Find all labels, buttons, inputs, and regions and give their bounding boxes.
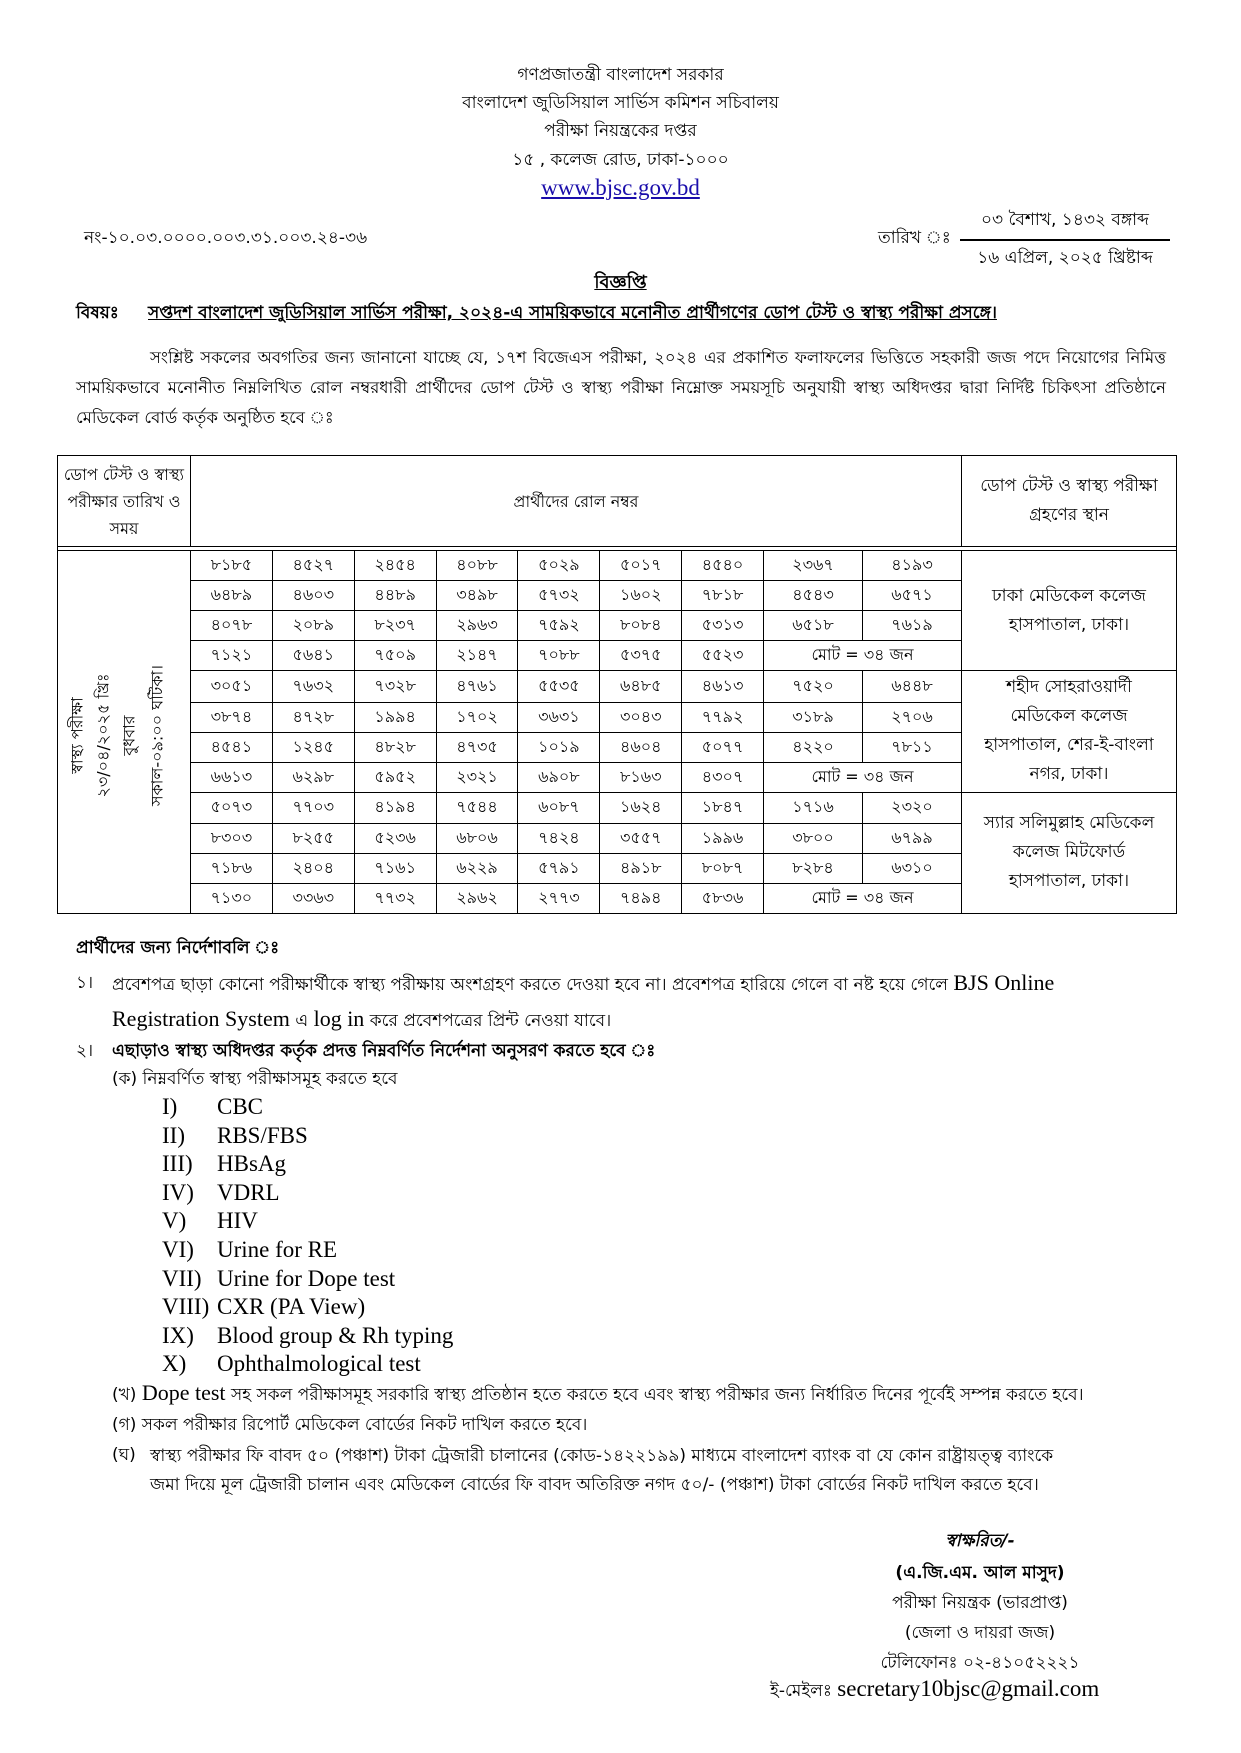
roll-number-cell: ৬৮০৬ [436,824,518,854]
roll-number-cell: ১২৪৫ [272,732,354,762]
roll-number-cell: ৭৮১১ [862,732,961,762]
roll-number-cell: ৪৭২৮ [272,702,354,732]
table-row [58,792,1177,824]
roll-number-cell: ৪৫৪৩ [763,581,862,611]
roll-number-cell: ৬৪৪৮ [862,671,961,703]
venue-cell: ঢাকা মেডিকেল কলেজ হাসপাতাল, ঢাকা। [962,551,1177,671]
header-roll-numbers: প্রার্থীদের রোল নম্বর [191,456,962,547]
roll-number-cell: ৭৭০৩ [272,792,354,824]
roll-number-cell: ২৩২০ [862,792,961,824]
website-link[interactable]: www.bjsc.gov.bd [541,175,700,200]
date-bangla: ০৩ বৈশাখ, ১৪৩২ বঙ্গাব্দ [960,207,1170,241]
health-tests-list [162,1093,453,1379]
commission-title: বাংলাদেশ জুডিসিয়াল সার্ভিস কমিশন সচিবালয় [462,93,779,113]
roll-number-cell: ৫২৩৬ [354,824,436,854]
signatory-phone: টেলিফোনঃ ০২-৪১০৫২২২১ [880,1653,1080,1673]
roll-number-cell: ৭৭৯২ [682,702,764,732]
exam-date-line: বুধবার [119,715,139,756]
roll-number-cell: ৭৩২৮ [354,671,436,703]
roll-number-cell: ৬২২৯ [436,854,518,884]
exam-date-line: ২৩/০৪/২০২৫ খ্রিঃ [93,673,113,798]
health-test-item [162,1293,453,1322]
health-test-name: CBC [217,1094,264,1119]
instruction-2-ka: (ক) নিম্নবর্ণিত স্বাস্থ্য পরীক্ষাসমূহ করতে হবে [112,1069,398,1089]
roll-number-cell: ৪৩০৭ [682,762,764,792]
signatory-rank: (জেলা ও দায়রা জজ) [904,1623,1056,1643]
health-test-item [162,1150,453,1179]
roll-number-cell: ৪৬০৩ [272,581,354,611]
roll-number-cell: ২৭৭৩ [518,884,600,914]
health-test-number: III) [162,1151,193,1177]
roll-number-cell: ৭১৩০ [191,884,273,914]
roll-number-cell: ৫৭৩২ [518,581,600,611]
memo-number: নং-১০.০৩.০০০০.০০৩.৩১.০০৩.২৪-৩৬ [84,228,368,248]
health-test-name: CXR (PA View) [217,1294,366,1320]
health-test-number: VII) [162,1265,202,1291]
group-total: মোট = ৩৪ জন [763,884,961,914]
roll-number-cell: ২১৪৭ [436,641,518,671]
roll-number-cell: ৬৪৮৫ [600,671,682,703]
roll-number-cell: ৩৪৯৮ [436,581,518,611]
office-title: পরীক্ষা নিয়ন্ত্রকের দপ্তর [544,121,697,141]
roll-number-cell: ৭৮১৮ [682,581,764,611]
venue-cell: শহীদ সোহরাওয়ার্দী মেডিকেল কলেজ হাসপাতাল, শের-ই-বাংলা নগর, ঢাকা। [962,671,1177,793]
roll-number-cell: ৪২২০ [763,732,862,762]
roll-number-cell: ১৯৯৬ [682,824,764,854]
roll-number-cell: ৮২৫৫ [272,824,354,854]
roll-number-cell: ২৪৫৪ [354,551,436,581]
roll-number-cell: ৪৬১৩ [682,671,764,703]
table-row [58,551,1177,581]
roll-number-cell: ৬৭৯৯ [862,824,961,854]
roll-number-cell: ৭১৮৬ [191,854,273,884]
health-test-item [162,1265,453,1294]
subject-text: সপ্তদশ বাংলাদেশ জুডিসিয়াল সার্ভিস পরীক্ষা, ২০২৪-এ সাময়িকভাবে মনোনীত প্রার্থীগণের ডোপ টেস্ট ও স্বাস্থ্য পরীক্ষা প্রসঙ্গে। [148,303,997,323]
roll-number-cell: ৭৭৩২ [354,884,436,914]
signatory-designation: পরীক্ষা নিয়ন্ত্রক (ভারপ্রাপ্ত) [892,1593,1068,1613]
roll-number-cell: ৪০৭৮ [191,611,273,641]
subject-line [76,300,997,328]
roll-number-cell: ৮১৮৫ [191,551,273,581]
notice-title: বিজ্ঞপ্তি [594,272,647,293]
signatory-email[interactable]: secretary10bjsc@gmail.com [837,1676,1100,1701]
instruction-2: এছাড়াও স্বাস্থ্য অধিদপ্তর কর্তৃক প্রদত্ত নিম্নবর্ণিত নির্দেশনা অনুসরণ করতে হবে ঃ [112,1041,656,1061]
signed-mark: স্বাক্ষরিত/- [945,1531,1015,1551]
roll-number-cell: ৭০৮৮ [518,641,600,671]
instruction-2-kha: (খ) Dope test সহ সকল পরীক্ষাসমূহ সরকারি স্বাস্থ্য প্রতিষ্ঠান হতে করতে হবে এবং স্বাস্থ্য পরীক্ষার জন্য নির্ধারিত দিনের পূর্বেই সম্পন্ন করতে হবে। [112,1380,1084,1405]
roll-number-cell: ৪৫৪১ [191,732,273,762]
health-test-item [162,1207,453,1236]
roll-number-cell: ৭৪৯৪ [600,884,682,914]
roll-number-cell: ৫০১৭ [600,551,682,581]
roll-number-cell: ৮২৮৪ [763,854,862,884]
roll-number-cell: ৮০৮৭ [682,854,764,884]
roll-number-cell: ৪১৯৩ [862,551,961,581]
roll-number-cell: ৭৬১৯ [862,611,961,641]
date-block [960,207,1170,273]
roll-number-cell: ৮০৮৪ [600,611,682,641]
roll-number-cell: ৪৫২৭ [272,551,354,581]
roll-number-cell: ১৯৯৪ [354,702,436,732]
roll-number-cell: ৭৪২৪ [518,824,600,854]
roll-number-cell: ৪৬০৪ [600,732,682,762]
roll-number-cell: ৩৮০০ [763,824,862,854]
schedule-table [57,455,1177,914]
roll-number-cell: ৩১৮৯ [763,702,862,732]
office-address: ১৫ , কলেজ রোড, ঢাকা-১০০০ [512,150,729,170]
health-test-name: Blood group & Rh typing [217,1322,454,1348]
roll-number-cell: ৮৩০৩ [191,824,273,854]
instruction-1: প্রবেশপত্র ছাড়া কোনো পরীক্ষার্থীকে স্বাস্থ্য পরীক্ষায় অংশগ্রহণ করতে দেওয়া হবে না। প্রবেশপত্র হারিয়ে গেলে বা নষ্ট হয়ে গেলে BJS Online Registration System এ log in করে প্রবেশপত্রের প্রিন্ট নেওয়া যাবে। [112,970,1055,1031]
exam-date-line: স্বাস্থ্য পরীক্ষা [67,697,87,774]
date-english: ১৬ এপ্রিল, ২০২৫ খ্রিষ্টাব্দ [977,248,1153,268]
health-test-name: VDRL [217,1179,280,1205]
roll-number-cell: ৫৬৪১ [272,641,354,671]
roll-number-cell: ২০৮৯ [272,611,354,641]
roll-number-cell: ৫৫৩৫ [518,671,600,703]
roll-number-cell: ৪৫৪০ [682,551,764,581]
health-test-number: IV) [162,1179,194,1205]
instruction-2-gha: স্বাস্থ্য পরীক্ষার ফি বাবদ ৫০ (পঞ্চাশ) টাকা ট্রেজারী চালানের (কোড-১৪২২১৯৯) মাধ্যমে বাংলাদেশ ব্যাংক বা যে কোন রাষ্ট্রায়ত্ত্ব ব্যাংকে জমা দিয়ে মূল ট্রেজারী চালান এবং মেডিকেল বোর্ডের ফি বাবদ অতিরিক্ত নগদ ৫০/- (পঞ্চাশ) টাকা বোর্ডের নিকট দাখিল করতে হবে। [150,1446,1054,1495]
roll-number-cell: ১৬২৪ [600,792,682,824]
roll-number-cell: ৫০৭৩ [191,792,273,824]
health-test-name: HBsAg [217,1151,287,1177]
roll-number-cell: ৬৪৮৯ [191,581,273,611]
exam-date-line: সকাল-০৯:০০ ঘটিকা। [147,665,167,806]
roll-number-cell: ৭৫৪৪ [436,792,518,824]
signatory-email-line: ই-মেইলঃ secretary10bjsc@gmail.com [770,1676,1100,1701]
roll-number-cell: ৫৯৫২ [354,762,436,792]
health-test-item [162,1093,453,1122]
roll-number-cell: ১৮৪৭ [682,792,764,824]
instructions-title: প্রার্থীদের জন্য নির্দেশাবলি ঃ [76,938,280,958]
roll-number-cell: ২৯৬২ [436,884,518,914]
roll-number-cell: ৬৫৭১ [862,581,961,611]
health-test-name: Urine for RE [217,1236,338,1262]
roll-number-cell: ১০১৯ [518,732,600,762]
roll-number-cell: ৬৯০৮ [518,762,600,792]
header-date-time: ডোপ টেস্ট ও স্বাস্থ্য পরীক্ষার তারিখ ও সময় [58,456,191,547]
roll-number-cell: ৪৭৩৫ [436,732,518,762]
roll-number-cell: ১৬০২ [600,581,682,611]
health-test-name: HIV [217,1208,258,1234]
health-test-name: Ophthalmological test [217,1351,421,1377]
instruction-1-number: ১। [76,973,94,993]
date-label: তারিখ ঃ [878,228,951,248]
roll-number-cell: ৩৩৬৩ [272,884,354,914]
roll-number-cell: ৫৫২৩ [682,641,764,671]
roll-number-cell: ৪৭৬১ [436,671,518,703]
health-test-number: V) [162,1208,187,1234]
health-test-number: VI) [162,1236,194,1262]
roll-number-cell: ৩৮৭৪ [191,702,273,732]
roll-number-cell: ৬২৯৮ [272,762,354,792]
roll-number-cell: ৫০৭৭ [682,732,764,762]
roll-number-cell: ৭৫২০ [763,671,862,703]
health-test-name: RBS/FBS [217,1122,308,1148]
roll-number-cell: ৫৭৯১ [518,854,600,884]
health-test-item [162,1179,453,1208]
roll-number-cell: ৬৬১৩ [191,762,273,792]
roll-number-cell: ৪১৯৪ [354,792,436,824]
instruction-2-gha-label: (ঘ) [112,1445,136,1465]
signatory-name: (এ.জি.এম. আল মাসুদ) [895,1563,1065,1583]
table-row [58,671,1177,703]
roll-number-cell: ৩০৫১ [191,671,273,703]
roll-number-cell: ৫৮৩৬ [682,884,764,914]
health-test-item [162,1122,453,1151]
govt-title: গণপ্রজাতন্ত্রী বাংলাদেশ সরকার [517,65,724,85]
roll-number-cell: ৪৪৮৯ [354,581,436,611]
roll-number-cell: ৪৮২৮ [354,732,436,762]
group-total: মোট = ৩৪ জন [763,641,961,671]
roll-number-cell: ২৩৬৭ [763,551,862,581]
health-test-number: IX) [162,1322,194,1348]
roll-number-cell: ৩৬৩১ [518,702,600,732]
roll-number-cell: ৬৩১০ [862,854,961,884]
roll-number-cell: ৭৬৩২ [272,671,354,703]
roll-number-cell: ৩৫৫৭ [600,824,682,854]
roll-number-cell: ৩০৪৩ [600,702,682,732]
health-test-name: Urine for Dope test [217,1265,396,1291]
roll-number-cell: ৭৫৯২ [518,611,600,641]
roll-number-cell: ৪০৮৮ [436,551,518,581]
venue-cell: স্যার সলিমুল্লাহ মেডিকেল কলেজ মিটফোর্ড হাসপাতাল, ঢাকা। [962,792,1177,914]
roll-number-cell: ৬০৮৭ [518,792,600,824]
health-test-number: I) [162,1094,178,1119]
roll-number-cell: ৭১৬১ [354,854,436,884]
roll-number-cell: ১৭০২ [436,702,518,732]
roll-number-cell: ৪৯১৮ [600,854,682,884]
roll-number-cell: ২৩২১ [436,762,518,792]
roll-number-cell: ২৯৬৩ [436,611,518,641]
roll-number-cell: ৬৫১৮ [763,611,862,641]
health-test-number: II) [162,1122,185,1148]
roll-number-cell: ৮১৬৩ [600,762,682,792]
roll-number-cell: ৫০২৯ [518,551,600,581]
roll-number-cell: ২৪০৪ [272,854,354,884]
header-venue: ডোপ টেস্ট ও স্বাস্থ্য পরীক্ষা গ্রহণের স্থান [962,456,1177,547]
roll-number-cell: ৮২৩৭ [354,611,436,641]
roll-number-cell: ৭৫০৯ [354,641,436,671]
health-test-number: VIII) [162,1294,210,1320]
roll-number-cell: ৭১২১ [191,641,273,671]
roll-number-cell: ২৭০৬ [862,702,961,732]
roll-number-cell: ১৭১৬ [763,792,862,824]
body-paragraph: সংশ্লিষ্ট সকলের অবগতির জন্য জানানো যাচ্ছে যে, ১৭শ বিজেএস পরীক্ষা, ২০২৪ এর প্রকাশিত ফলাফলের ভিত্তিতে সহকারী জজ পদে নিয়োগের নিমিত্ত সাময়িকভাবে মনোনীত নিম্নলিখিত রোল নম্বরধারী প্রার্থীদের ডোপ টেস্ট ও স্বাস্থ্য পরীক্ষা নিম্নোক্ত সময়সূচি অনুযায়ী স্বাস্থ্য অধিদপ্তর দ্বারা নির্দিষ্ট চিকিৎসা প্রতিষ্ঠানে মেডিকেল বোর্ড কর্তৃক অনুষ্ঠিত হবে ঃ [76,348,1166,427]
health-test-item [162,1236,453,1265]
health-test-item [162,1350,453,1379]
instruction-2-ga: (গ) সকল পরীক্ষার রিপোর্ট মেডিকেল বোর্ডের নিকট দাখিল করতে হবে। [112,1415,588,1435]
roll-number-cell: ৫৩৭৫ [600,641,682,671]
health-test-number: X) [162,1351,187,1377]
group-total: মোট = ৩৪ জন [763,762,961,792]
health-test-item [162,1322,453,1351]
exam-date-time [58,551,191,914]
instruction-2-number: ২। [76,1041,94,1061]
subject-label: বিষয়ঃ [76,303,119,323]
roll-number-cell: ৫৩১৩ [682,611,764,641]
